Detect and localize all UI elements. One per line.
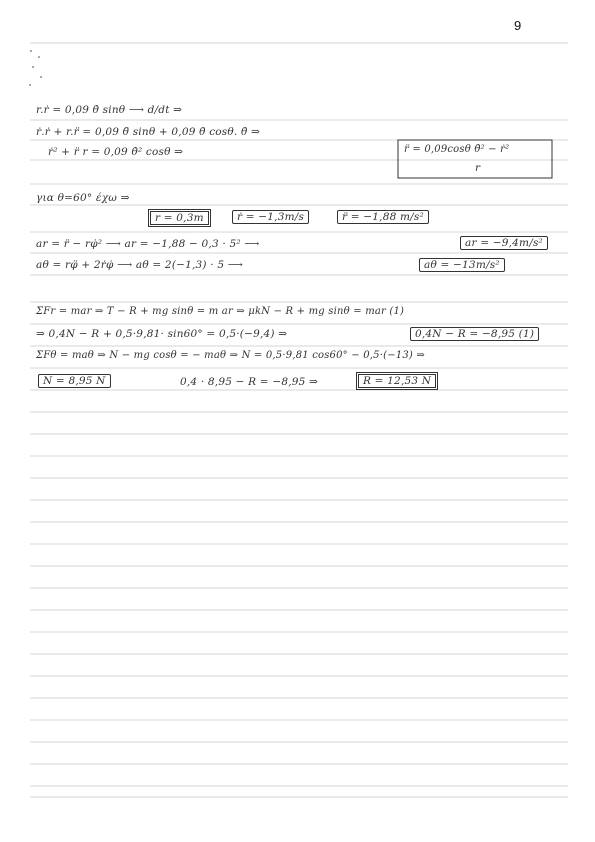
eq-line-5a: ar = r̈ − rφ̇² ⟶ ar = −1,88 − 0,3 · 5² ⟶ — [36, 238, 260, 250]
eq-line-10c: R = 12,53 N — [356, 372, 438, 390]
eq-line-4c: ṙ = −1,3m/s — [232, 210, 309, 224]
eq-line-1: r.ṙ = 0,09 θ̇ sinθ ⟶ d/dt ⇒ — [36, 104, 183, 116]
eq-line-3b: r̈ = 0,09cosθ θ̇² − ṙ² — [404, 144, 510, 155]
eq-line-4a: για θ=60° έχω ⇒ — [36, 192, 130, 204]
eq-line-7: ΣFr = mar ⇒ T − R + mg sinθ = m ar ⇒ μkN − R + mg sinθ = mar (1) — [36, 306, 405, 317]
eq-line-3a: ṙ² + r̈ r = 0,09 θ̇² cosθ ⇒ — [48, 146, 184, 158]
eq-line-6a: aθ = rφ̈ + 2ṙφ̇ ⟶ aθ = 2(−1,3) · 5 ⟶ — [36, 259, 243, 271]
eq-line-8b: 0,4N − R = −8,95 (1) — [410, 327, 539, 341]
eq-line-5b: ar = −9,4m/s² — [460, 236, 548, 250]
eq-line-8a: ⇒ 0,4N − R + 0,5·9,81· sin60° = 0,5·(−9,4) ⇒ — [36, 328, 288, 340]
eq-line-10a: N = 8,95 N — [38, 374, 111, 388]
eq-line-2: ṙ.ṙ + r.r̈ = 0,09 θ̈ sinθ + 0,09 θ̇ cosθ. θ̇ ⇒ — [36, 126, 261, 138]
eq-line-6b: aθ = −13m/s² — [419, 258, 505, 272]
eq-line-3c: r — [475, 162, 481, 174]
eq-line-10b: 0,4 · 8,95 − R = −8,95 ⇒ — [180, 376, 319, 388]
eq-line-4b: r = 0,3m — [148, 209, 211, 227]
page-number: 9 — [514, 18, 522, 33]
eq-line-9: ΣFθ = maθ ⇒ N − mg cosθ = − maθ ⇒ N = 0,5·9,81 cos60° − 0,5·(−13) ⇒ — [36, 350, 425, 361]
eq-line-4d: r̈ = −1,88 m/s² — [337, 210, 429, 224]
